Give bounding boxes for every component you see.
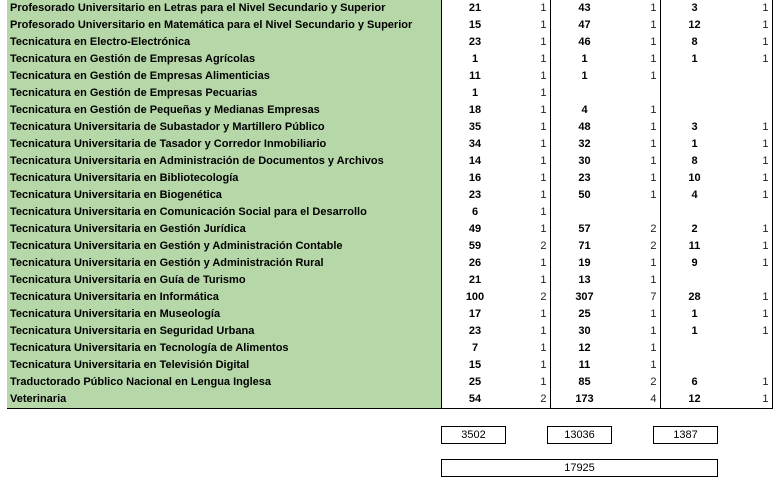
value-a-cell: 21 <box>441 272 509 289</box>
count-c-cell <box>729 272 773 289</box>
count-b-cell: 1 <box>650 36 657 48</box>
value-c-cell: 1 <box>660 136 729 153</box>
value-c-cell <box>660 204 729 221</box>
table-row <box>7 102 772 119</box>
value-c-cell: 12 <box>660 17 729 34</box>
value-b-cell: 23 <box>550 170 619 187</box>
value-b-cell: 1 <box>550 51 619 68</box>
career-name-cell: Tecnicatura Universitaria en Seguridad Urbana <box>7 323 441 340</box>
count-a-cell: 1 <box>540 325 547 337</box>
value-b-cell: 30 <box>550 153 619 170</box>
count-b-cell: 1 <box>650 2 657 14</box>
career-name-cell: Tecnicatura en Gestión de Empresas Pecuarias <box>7 85 441 102</box>
count-b-cell: 1 <box>650 189 657 201</box>
value-b-cell: 47 <box>550 17 619 34</box>
table-row <box>7 170 772 187</box>
career-name-cell: Tecnicatura en Gestión de Pequeñas y Medianas Empresas <box>7 102 441 119</box>
count-c-cell: 1 <box>729 136 773 153</box>
table-row <box>7 68 772 85</box>
count-c-cell <box>729 204 773 221</box>
count-a-cell: 1 <box>540 104 547 116</box>
career-name-cell: Tecnicatura Universitaria en Bibliotecología <box>7 170 441 187</box>
value-c-cell: 3 <box>660 119 729 136</box>
career-name-cell: Tecnicatura en Gestión de Empresas Alimenticias <box>7 68 441 85</box>
value-b-cell: 43 <box>550 0 619 17</box>
value-a-cell: 15 <box>441 357 509 374</box>
count-c-cell: 1 <box>729 0 773 17</box>
count-b-cell <box>619 204 661 221</box>
count-b-cell: 1 <box>650 104 657 116</box>
table-row <box>7 323 772 340</box>
value-a-cell: 23 <box>441 187 509 204</box>
count-b-cell: 1 <box>650 155 657 167</box>
value-a-cell: 17 <box>441 306 509 323</box>
value-b-cell: 85 <box>550 374 619 391</box>
table-row <box>7 34 772 51</box>
count-c-cell <box>729 102 773 119</box>
career-name-cell: Tecnicatura Universitaria de Tasador y Corredor Inmobiliario <box>7 136 441 153</box>
count-b-cell: 1 <box>650 325 657 337</box>
value-b-cell: 12 <box>550 340 619 357</box>
count-c-cell <box>729 357 773 374</box>
table-row <box>7 289 772 306</box>
table-row <box>7 136 772 153</box>
value-c-cell: 4 <box>660 187 729 204</box>
value-c-cell: 10 <box>660 170 729 187</box>
count-b-cell: 1 <box>650 257 657 269</box>
total-box-column-2: 13036 <box>547 426 612 444</box>
career-name-cell: Tecnicatura Universitaria en Gestión Jurídica <box>7 221 441 238</box>
value-b-cell <box>550 85 619 102</box>
value-a-cell: 18 <box>441 102 509 119</box>
total-box-column-1: 3502 <box>441 426 506 444</box>
count-c-cell: 1 <box>729 170 773 187</box>
value-b-cell: 46 <box>550 34 619 51</box>
value-a-cell: 14 <box>441 153 509 170</box>
table-row <box>7 238 772 255</box>
value-a-cell: 23 <box>441 323 509 340</box>
count-c-cell: 1 <box>729 221 773 238</box>
count-c-cell: 1 <box>729 119 773 136</box>
value-a-cell: 49 <box>441 221 509 238</box>
table-row <box>7 187 772 204</box>
count-c-cell: 1 <box>729 34 773 51</box>
value-a-cell: 59 <box>441 238 509 255</box>
value-b-cell: 13 <box>550 272 619 289</box>
value-c-cell: 8 <box>660 34 729 51</box>
value-a-cell: 16 <box>441 170 509 187</box>
count-c-cell: 1 <box>729 374 773 391</box>
value-a-cell: 6 <box>441 204 509 221</box>
count-b-cell: 1 <box>650 342 657 354</box>
count-a-cell: 1 <box>540 87 547 99</box>
count-b-cell: 2 <box>650 376 657 388</box>
career-name-cell: Tecnicatura Universitaria de Subastador y Martillero Público <box>7 119 441 136</box>
count-a-cell: 1 <box>540 138 547 150</box>
value-b-cell: 57 <box>550 221 619 238</box>
count-a-cell: 1 <box>540 308 547 320</box>
value-b-cell: 1 <box>550 68 619 85</box>
career-name-cell: Tecnicatura en Electro-Electrónica <box>7 34 441 51</box>
count-a-cell: 2 <box>540 240 547 252</box>
count-b-cell: 1 <box>650 308 657 320</box>
value-a-cell: 54 <box>441 391 509 409</box>
count-c-cell: 1 <box>729 323 773 340</box>
value-c-cell <box>660 357 729 374</box>
career-name-cell: Tecnicatura Universitaria en Tecnología de Alimentos <box>7 340 441 357</box>
value-c-cell: 1 <box>660 51 729 68</box>
value-c-cell: 2 <box>660 221 729 238</box>
count-a-cell: 1 <box>540 376 547 388</box>
table-row <box>7 391 772 409</box>
value-b-cell: 19 <box>550 255 619 272</box>
value-c-cell <box>660 68 729 85</box>
count-a-cell: 2 <box>509 391 551 409</box>
value-a-cell: 11 <box>441 68 509 85</box>
career-name-cell: Profesorado Universitario en Matemática para el Nivel Secundario y Superior <box>7 17 441 34</box>
table-row <box>7 85 772 102</box>
value-c-cell <box>660 340 729 357</box>
count-c-cell: 1 <box>729 289 773 306</box>
value-c-cell: 9 <box>660 255 729 272</box>
count-c-cell: 1 <box>729 17 773 34</box>
table-row <box>7 51 772 68</box>
value-a-cell: 26 <box>441 255 509 272</box>
count-a-cell: 1 <box>540 2 547 14</box>
count-b-cell: 1 <box>650 274 657 286</box>
career-name-cell: Tecnicatura Universitaria en Televisión Digital <box>7 357 441 374</box>
value-a-cell: 35 <box>441 119 509 136</box>
count-a-cell: 1 <box>540 257 547 269</box>
value-c-cell: 6 <box>660 374 729 391</box>
value-b-cell: 30 <box>550 323 619 340</box>
count-a-cell: 1 <box>540 70 547 82</box>
value-c-cell: 11 <box>660 238 729 255</box>
table-row <box>7 119 772 136</box>
value-c-cell: 3 <box>660 0 729 17</box>
count-a-cell: 1 <box>540 206 547 218</box>
table-row <box>7 0 772 17</box>
value-a-cell: 15 <box>441 17 509 34</box>
value-c-cell: 12 <box>660 391 729 409</box>
value-c-cell: 28 <box>660 289 729 306</box>
value-a-cell: 34 <box>441 136 509 153</box>
count-b-cell: 1 <box>650 53 657 65</box>
count-c-cell: 1 <box>729 153 773 170</box>
count-a-cell: 1 <box>540 36 547 48</box>
career-name-cell: Tecnicatura Universitaria en Guía de Turismo <box>7 272 441 289</box>
career-name-cell: Veterinaria <box>7 391 441 409</box>
count-b-cell: 1 <box>650 138 657 150</box>
careers-table-body <box>7 0 772 409</box>
value-c-cell: 8 <box>660 153 729 170</box>
count-b-cell: 1 <box>650 121 657 133</box>
table-row <box>7 357 772 374</box>
count-b-cell: 2 <box>650 223 657 235</box>
career-name-cell: Tecnicatura Universitaria en Informática <box>7 289 441 306</box>
count-c-cell: 1 <box>729 255 773 272</box>
count-b-cell: 1 <box>650 172 657 184</box>
value-a-cell: 23 <box>441 34 509 51</box>
count-c-cell <box>729 85 773 102</box>
table-row <box>7 153 772 170</box>
table-row <box>7 306 772 323</box>
career-name-cell: Tecnicatura Universitaria en Comunicación Social para el Desarrollo <box>7 204 441 221</box>
count-c-cell: 1 <box>729 238 773 255</box>
count-a-cell: 1 <box>540 19 547 31</box>
value-a-cell: 7 <box>441 340 509 357</box>
value-c-cell <box>660 102 729 119</box>
value-b-cell: 48 <box>550 119 619 136</box>
table-row <box>7 272 772 289</box>
value-a-cell: 100 <box>441 289 509 306</box>
value-b-cell: 307 <box>550 289 619 306</box>
value-b-cell: 4 <box>550 102 619 119</box>
count-b-cell: 4 <box>619 391 661 409</box>
career-name-cell: Tecnicatura Universitaria en Gestión y Administración Contable <box>7 238 441 255</box>
table-row <box>7 221 772 238</box>
career-name-cell: Tecnicatura en Gestión de Empresas Agrícolas <box>7 51 441 68</box>
career-name-cell: Tecnicatura Universitaria en Gestión y Administración Rural <box>7 255 441 272</box>
value-b-cell: 71 <box>550 238 619 255</box>
grand-total-box: 17925 <box>441 459 718 477</box>
career-name-cell: Profesorado Universitario en Letras para el Nivel Secundario y Superior <box>7 0 441 17</box>
career-name-cell: Tecnicatura Universitaria en Museología <box>7 306 441 323</box>
count-a-cell: 2 <box>540 291 547 303</box>
value-c-cell: 1 <box>660 306 729 323</box>
value-b-cell: 50 <box>550 187 619 204</box>
value-c-cell <box>660 85 729 102</box>
career-name-cell: Tecnicatura Universitaria en Biogenética <box>7 187 441 204</box>
total-box-column-3: 1387 <box>653 426 718 444</box>
table-row <box>7 340 772 357</box>
table-row <box>7 204 772 221</box>
value-b-cell: 11 <box>550 357 619 374</box>
count-b-cell: 1 <box>650 19 657 31</box>
count-a-cell: 1 <box>540 155 547 167</box>
value-c-cell <box>660 272 729 289</box>
count-b-cell <box>619 85 661 102</box>
count-a-cell: 1 <box>540 121 547 133</box>
career-name-cell: Traductorado Público Nacional en Lengua Inglesa <box>7 374 441 391</box>
count-a-cell: 1 <box>540 172 547 184</box>
value-b-cell: 173 <box>550 391 619 409</box>
count-c-cell: 1 <box>729 187 773 204</box>
value-a-cell: 25 <box>441 374 509 391</box>
count-c-cell: 1 <box>729 391 773 409</box>
table-row <box>7 255 772 272</box>
count-b-cell: 7 <box>650 291 657 303</box>
count-a-cell: 1 <box>540 274 547 286</box>
count-b-cell: 1 <box>650 359 657 371</box>
table-row <box>7 17 772 34</box>
value-c-cell: 1 <box>660 323 729 340</box>
value-b-cell <box>550 204 619 221</box>
count-a-cell: 1 <box>540 342 547 354</box>
value-b-cell: 25 <box>550 306 619 323</box>
count-c-cell <box>729 340 773 357</box>
count-a-cell: 1 <box>540 359 547 371</box>
career-name-cell: Tecnicatura Universitaria en Administración de Documentos y Archivos <box>7 153 441 170</box>
count-c-cell: 1 <box>729 306 773 323</box>
table-row <box>7 374 772 391</box>
value-a-cell: 21 <box>441 0 509 17</box>
count-b-cell: 2 <box>650 240 657 252</box>
careers-table <box>7 0 773 409</box>
count-a-cell: 1 <box>540 53 547 65</box>
count-b-cell: 1 <box>650 70 657 82</box>
value-b-cell: 32 <box>550 136 619 153</box>
value-a-cell: 1 <box>441 51 509 68</box>
count-a-cell: 1 <box>540 223 547 235</box>
count-c-cell: 1 <box>729 51 773 68</box>
value-a-cell: 1 <box>441 85 509 102</box>
count-a-cell: 1 <box>540 189 547 201</box>
count-c-cell <box>729 68 773 85</box>
